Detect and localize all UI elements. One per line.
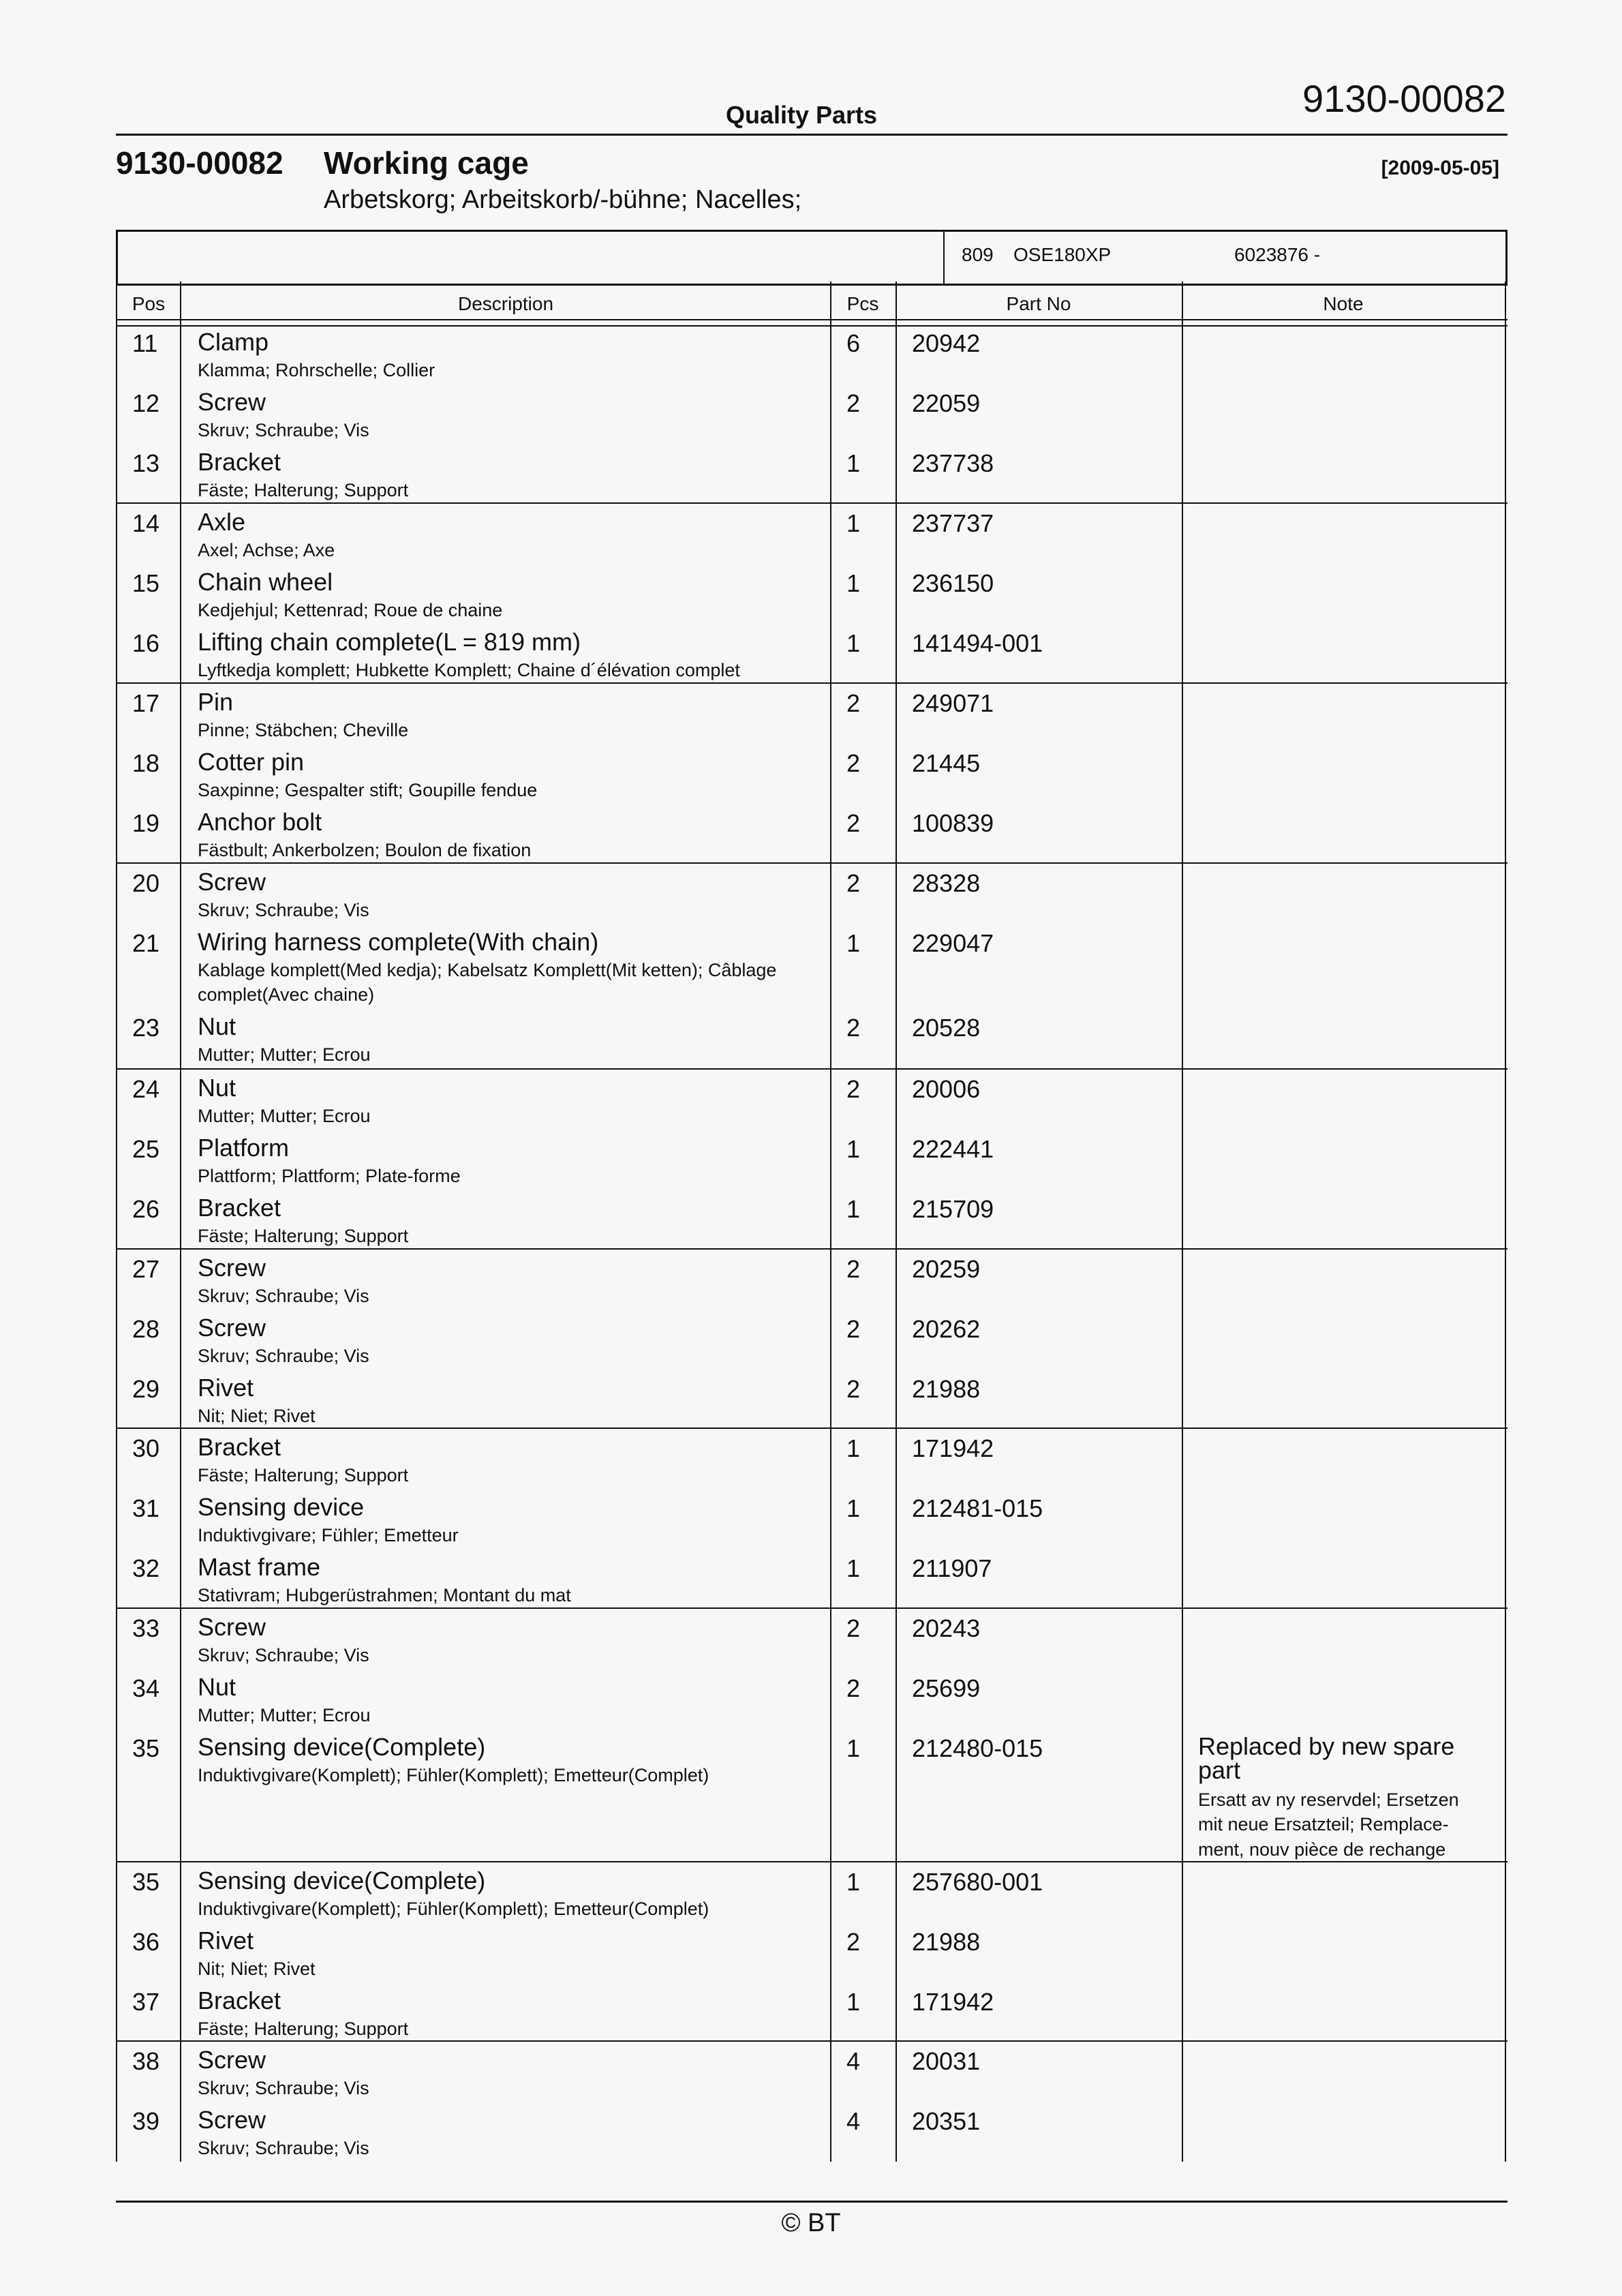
row-description-translations: Skruv; Schraube; Vis xyxy=(198,1346,369,1366)
model-name: OSE180XP xyxy=(1013,244,1112,265)
table-border-left xyxy=(116,282,117,2162)
row-pos: 39 xyxy=(132,2107,160,2135)
row-part-no: 236150 xyxy=(912,569,994,597)
document-title: Working cage xyxy=(324,145,529,181)
row-pos: 32 xyxy=(132,1554,160,1582)
row-description-translations: Fäste; Halterung; Support xyxy=(198,1465,409,1485)
row-part-no: 257680-001 xyxy=(912,1868,1043,1896)
row-description: Rivet xyxy=(198,1927,254,1954)
row-pos: 34 xyxy=(132,1674,160,1702)
row-description: Nut xyxy=(198,1074,236,1102)
row-description-translations: Lyftkedja komplett; Hubkette Komplett; Chaine d´élévation complet xyxy=(198,660,740,680)
row-pcs: 1 xyxy=(846,929,861,957)
row-description-translations: Plattform; Plattform; Plate-forme xyxy=(198,1166,461,1186)
row-pcs: 2 xyxy=(846,1014,861,1042)
model-info-box xyxy=(116,230,1508,286)
row-part-no: 237738 xyxy=(912,449,994,477)
row-description: Mast frame xyxy=(198,1553,321,1581)
row-part-no: 20006 xyxy=(912,1075,981,1103)
row-description: Chain wheel xyxy=(198,568,333,596)
row-description-translations: Stativram; Hubgerüstrahmen; Montant du mat xyxy=(198,1585,571,1605)
row-description-translations: Saxpinne; Gespalter stift; Goupille fendue xyxy=(198,780,538,800)
row-pos: 23 xyxy=(132,1014,160,1042)
row-description: Lifting chain complete(L = 819 mm) xyxy=(198,628,581,656)
row-pcs: 4 xyxy=(846,2107,861,2135)
row-part-no: 21988 xyxy=(912,1375,981,1403)
row-pos: 11 xyxy=(132,329,158,357)
row-part-no: 237737 xyxy=(912,509,994,537)
row-description-translations: Fäste; Halterung; Support xyxy=(198,2019,409,2039)
row-pos: 24 xyxy=(132,1075,160,1103)
row-description: Bracket xyxy=(198,448,281,476)
row-pcs: 1 xyxy=(846,1434,861,1462)
row-pcs: 1 xyxy=(846,1988,861,2016)
table-border-right xyxy=(1505,282,1506,2162)
row-pcs: 2 xyxy=(846,1315,861,1343)
row-description-translations: Skruv; Schraube; Vis xyxy=(198,900,369,920)
row-pos: 16 xyxy=(132,629,160,657)
row-description: Bracket xyxy=(198,1987,281,2014)
row-pcs: 2 xyxy=(846,809,861,837)
header-rule-bottom xyxy=(116,325,1508,327)
row-description: Cotter pin xyxy=(198,748,305,776)
row-part-no: 21988 xyxy=(912,1928,981,1956)
row-pos: 27 xyxy=(132,1255,160,1283)
row-description-translations: Nit; Niet; Rivet xyxy=(198,1959,316,1979)
row-description-translations: Mutter; Mutter; Ecrou xyxy=(198,1044,371,1065)
row-description-translations: Skruv; Schraube; Vis xyxy=(198,1645,369,1665)
column-header-part-no: Part No xyxy=(1006,293,1071,314)
row-part-no: 20262 xyxy=(912,1315,981,1343)
header-rule-top xyxy=(116,319,1508,320)
column-header-note: Note xyxy=(1323,293,1364,314)
info-separator xyxy=(943,232,945,284)
row-part-no: 20528 xyxy=(912,1014,981,1042)
header-document-code: 9130-00082 xyxy=(1302,77,1506,120)
row-description: Pin xyxy=(198,688,234,716)
row-part-no: 25699 xyxy=(912,1674,981,1702)
row-description-translations: Nit; Niet; Rivet xyxy=(198,1406,316,1426)
row-pos: 28 xyxy=(132,1315,160,1343)
row-part-no: 20243 xyxy=(912,1614,981,1642)
row-part-no: 229047 xyxy=(912,929,994,957)
row-description: Sensing device(Complete) xyxy=(198,1733,486,1761)
document-subtitle: Arbetskorg; Arbeitskorb/-bühne; Nacelles; xyxy=(324,185,802,214)
header-title: Quality Parts xyxy=(725,101,878,129)
row-part-no: 20351 xyxy=(912,2107,981,2135)
row-pos: 13 xyxy=(132,449,160,477)
row-description-translations: Skruv; Schraube; Vis xyxy=(198,2138,369,2158)
row-pos: 20 xyxy=(132,869,160,897)
row-description-translations: Fästbult; Ankerbolzen; Boulon de fixation xyxy=(198,840,532,860)
row-part-no: 171942 xyxy=(912,1988,994,2016)
column-divider-description xyxy=(830,282,831,2162)
model-code: 809 xyxy=(962,244,994,265)
row-part-no: 211907 xyxy=(912,1554,992,1582)
row-description-translations: Pinne; Stäbchen; Cheville xyxy=(198,720,409,740)
row-description-translations: Kedjehjul; Kettenrad; Roue de chaine xyxy=(198,600,503,620)
row-description-translations: Induktivgivare(Komplett); Fühler(Komplett); Emetteur(Complet) xyxy=(198,1899,709,1919)
row-pcs: 2 xyxy=(846,1075,861,1103)
row-part-no: 20259 xyxy=(912,1255,981,1283)
row-description: Screw xyxy=(198,1613,266,1641)
row-pcs: 2 xyxy=(846,1614,861,1642)
row-description: Screw xyxy=(198,2106,266,2134)
row-description: Wiring harness complete(With chain) xyxy=(198,928,599,956)
row-description: Screw xyxy=(198,1314,266,1342)
column-header-pcs: Pcs xyxy=(846,293,879,314)
row-description: Sensing device xyxy=(198,1493,365,1521)
row-pcs: 1 xyxy=(846,1734,861,1762)
row-description-translations: Mutter; Mutter; Ecrou xyxy=(198,1705,371,1725)
row-description: Rivet xyxy=(198,1374,254,1402)
row-pcs: 4 xyxy=(846,2047,861,2075)
row-pos: 30 xyxy=(132,1434,160,1462)
row-pcs: 1 xyxy=(846,1195,861,1223)
row-part-no: 22059 xyxy=(912,389,981,417)
row-description-translations: Skruv; Schraube; Vis xyxy=(198,2078,369,2098)
row-description: Axle xyxy=(198,508,246,536)
row-description-translations: Induktivgivare(Komplett); Fühler(Komplett); Emetteur(Complet) xyxy=(198,1765,709,1785)
row-pcs: 2 xyxy=(846,869,861,897)
row-description: Nut xyxy=(198,1673,236,1701)
row-part-no: 21445 xyxy=(912,749,981,777)
row-pos: 29 xyxy=(132,1375,160,1403)
row-pcs: 1 xyxy=(846,1135,861,1163)
row-pcs: 2 xyxy=(846,749,861,777)
row-description-translations: Kablage komplett(Med kedja); Kabelsatz Komplett(Mit ketten); Câblage complet(Avec chaine) xyxy=(198,960,777,1006)
row-pos: 19 xyxy=(132,809,160,837)
row-pcs: 2 xyxy=(846,1375,861,1403)
row-description-translations: Skruv; Schraube; Vis xyxy=(198,420,369,440)
document-number: 9130-00082 xyxy=(116,145,284,181)
row-part-no: 215709 xyxy=(912,1195,994,1223)
row-pcs: 2 xyxy=(846,1255,861,1283)
row-part-no: 249071 xyxy=(912,689,994,717)
row-part-no: 222441 xyxy=(912,1135,994,1163)
row-pcs: 1 xyxy=(846,569,861,597)
row-pcs: 1 xyxy=(846,629,861,657)
column-divider-pos xyxy=(180,282,181,2162)
row-description-translations: Skruv; Schraube; Vis xyxy=(198,1286,369,1306)
row-part-no: 171942 xyxy=(912,1434,994,1462)
row-note: Replaced by new spare part xyxy=(1198,1732,1455,1785)
row-pos: 15 xyxy=(132,569,160,597)
row-description: Screw xyxy=(198,2046,266,2074)
row-part-no: 28328 xyxy=(912,869,981,897)
row-pcs: 1 xyxy=(846,1494,861,1522)
row-note-translations: Ersatt av ny reservdel; Ersetzen mit neue Ersatzteil; Remplace-ment, nouv pièce de rechange xyxy=(1198,1789,1459,1860)
row-pcs: 6 xyxy=(846,329,861,357)
footer-copyright: © BT xyxy=(781,2209,841,2237)
row-pcs: 1 xyxy=(846,1554,861,1582)
row-pos: 37 xyxy=(132,1988,160,2016)
row-description-translations: Klamma; Rohrschelle; Collier xyxy=(198,360,435,380)
row-pcs: 1 xyxy=(846,449,861,477)
column-divider-pcs xyxy=(896,282,897,2162)
row-pcs: 2 xyxy=(846,1674,861,1702)
row-pos: 25 xyxy=(132,1135,160,1163)
row-part-no: 141494-001 xyxy=(912,629,1043,657)
row-pos: 12 xyxy=(132,389,160,417)
footer-rule xyxy=(116,2201,1508,2203)
row-pos: 35 xyxy=(132,1868,160,1896)
row-pcs: 1 xyxy=(846,509,861,537)
row-pcs: 2 xyxy=(846,389,861,417)
row-description-translations: Axel; Achse; Axe xyxy=(198,540,335,560)
document-date: [2009-05-05] xyxy=(1381,157,1499,179)
row-part-no: 100839 xyxy=(912,809,994,837)
row-description: Bracket xyxy=(198,1433,281,1461)
row-part-no: 20031 xyxy=(912,2047,981,2075)
row-pos: 14 xyxy=(132,509,160,537)
row-pos: 36 xyxy=(132,1928,160,1956)
row-pcs: 1 xyxy=(846,1868,861,1896)
row-pos: 26 xyxy=(132,1195,160,1223)
row-pos: 18 xyxy=(132,749,160,777)
row-part-no: 212480-015 xyxy=(912,1734,1043,1762)
column-divider-partno xyxy=(1182,282,1183,2162)
row-description: Bracket xyxy=(198,1194,281,1222)
column-header-pos: Pos xyxy=(132,293,166,314)
row-pcs: 2 xyxy=(846,689,861,717)
row-description: Clamp xyxy=(198,328,269,356)
row-description-translations: Induktivgivare; Fühler; Emetteur xyxy=(198,1525,459,1545)
row-part-no: 20942 xyxy=(912,329,981,357)
row-pos: 21 xyxy=(132,929,160,957)
row-pos: 17 xyxy=(132,689,160,717)
row-description: Sensing device(Complete) xyxy=(198,1867,486,1894)
row-description: Anchor bolt xyxy=(198,808,322,836)
row-pos: 33 xyxy=(132,1614,160,1642)
column-header-description: Description xyxy=(457,293,554,314)
row-description: Nut xyxy=(198,1012,236,1040)
group-separator xyxy=(116,1068,1508,1070)
row-description-translations: Fäste; Halterung; Support xyxy=(198,480,409,500)
row-description: Screw xyxy=(198,388,266,416)
row-pcs: 2 xyxy=(846,1928,861,1956)
row-description: Screw xyxy=(198,1254,266,1282)
row-description-translations: Mutter; Mutter; Ecrou xyxy=(198,1106,371,1126)
serial-range: 6023876 - xyxy=(1234,244,1321,265)
row-description-translations: Fäste; Halterung; Support xyxy=(198,1226,409,1246)
row-part-no: 212481-015 xyxy=(912,1494,1043,1522)
row-pos: 31 xyxy=(132,1494,160,1522)
row-pos: 38 xyxy=(132,2047,160,2075)
row-description: Screw xyxy=(198,868,266,896)
row-pos: 35 xyxy=(132,1734,160,1762)
row-description: Platform xyxy=(198,1134,290,1162)
header-rule xyxy=(116,134,1508,136)
